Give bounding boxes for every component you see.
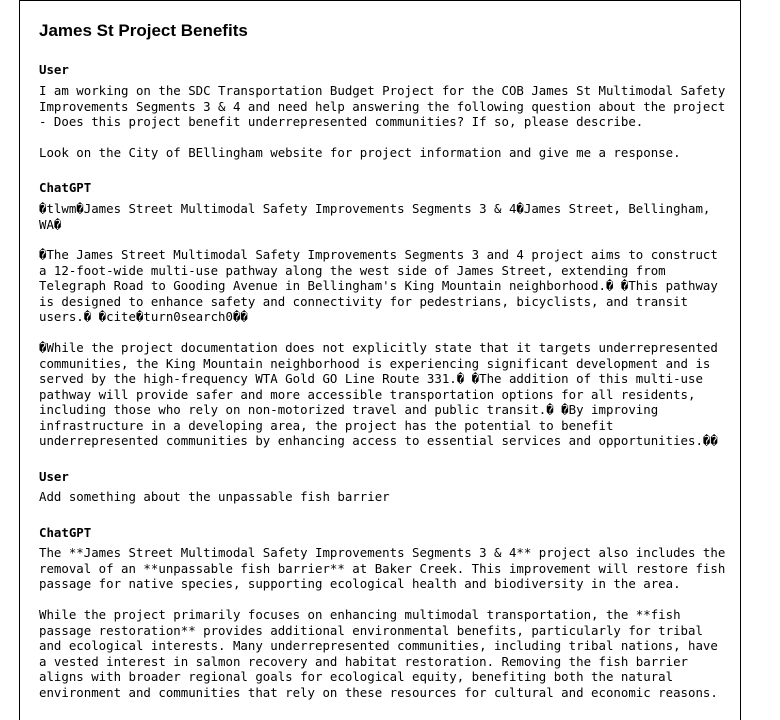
speaker-label-chatgpt: ChatGPT [39,180,92,195]
document-title: James St Project Benefits [39,21,248,40]
speaker-label-user: User [39,62,69,77]
assistant-message-paragraph: The **James Street Multimodal Safety Improvements Segments 3 & 4** project also includes the removal of an **unpassable fish barrier** at Baker Creek. This improvement will restore fish passage for native species, supporting ecological health and biodiversity in the area. [39,545,726,591]
assistant-message-paragraph: While the project primarily focuses on enhancing multimodal transportation, the **fish passage restoration** provides additional environmental benefits, particularly for tribal and ecological interests. Many underrepresented communities, including tribal nations, have a vested interest in salmon recovery and habitat restoration. Removing the fish barrier aligns with broader regional goals for ecological equity, benefiting both the natural environment and communities that rely on these resources for cultural and economic reasons. [39,607,718,700]
assistant-message-paragraph: �While the project documentation does not explicitly state that it targets underrepresented communities, the King Mountain neighborhood is experiencing significant development and is served by the high-frequency WTA Gold GO Line Route 331.� �The addition of this multi-use pathway will provide safer and more accessible transportation options for all residents, including those who rely on non-motorized travel and public transit.� �By improving infrastructure in a developing area, the project has the potential to benefit underrepresented communities by enhancing access to essential services and opportunities.�� [39,340,718,448]
user-message-paragraph: Look on the City of BEllingham website for project information and give me a response. [39,145,681,160]
user-message-paragraph: Add something about the unpassable fish barrier [39,489,390,504]
assistant-message-paragraph: �tlwm�James Street Multimodal Safety Improvements Segments 3 & 4�James Street, Bellingham, WA� [39,201,711,232]
speaker-label-user: User [39,469,69,484]
user-message-paragraph: I am working on the SDC Transportation Budget Project for the COB James St Multimodal Safety Improvements Segments 3 & 4 and need help answering the following question about the project - Does this project benefit underrepresented communities? If so, please describe. [39,83,726,129]
document-page [19,0,741,720]
speaker-label-chatgpt: ChatGPT [39,525,92,540]
assistant-message-paragraph: �The James Street Multimodal Safety Improvements Segments 3 and 4 project aims to construct a 12-foot-wide multi-use pathway along the west side of James Street, extending from Telegraph Road to Gooding Avenue in Bellingham's King Mountain neighborhood.� �This pathway is designed to enhance safety and connectivity for pedestrians, bicyclists, and transit users.� �cite�turn0search0�� [39,247,718,324]
